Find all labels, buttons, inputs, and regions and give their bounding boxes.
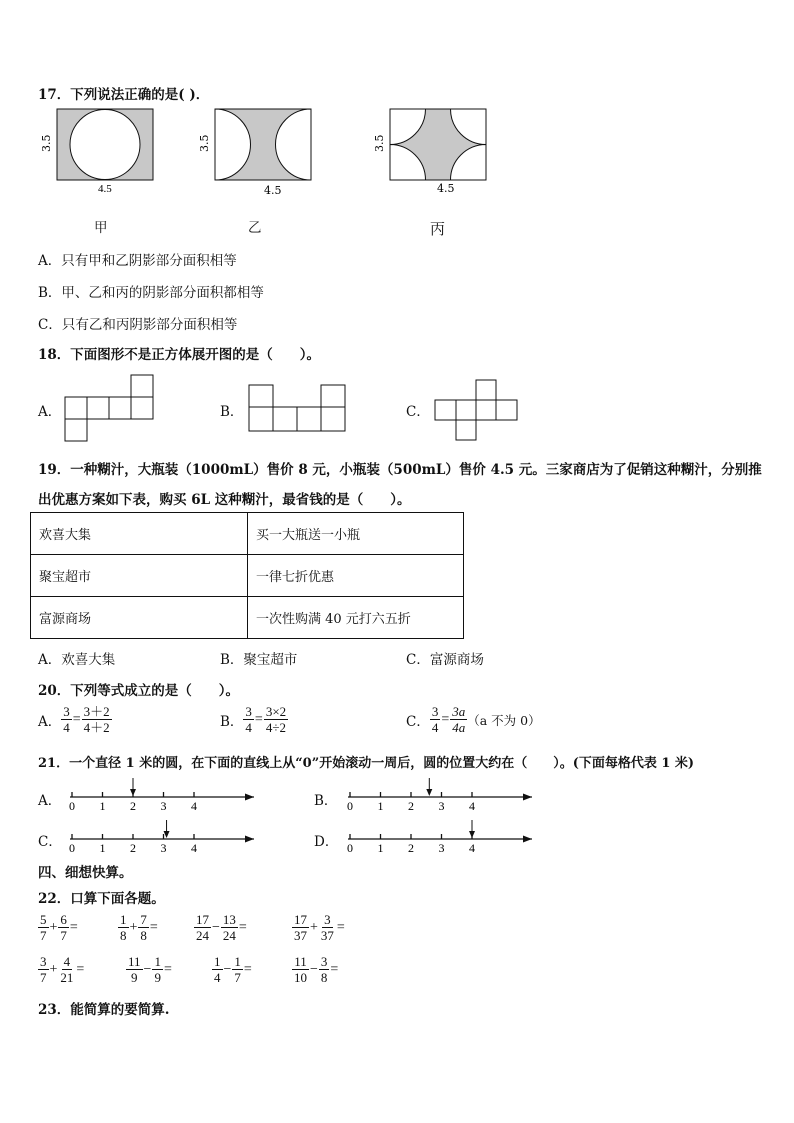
q17-name-yi: 乙 <box>248 220 262 236</box>
q22-problem-1: $\frac{5}{7}$ + $\frac{6}{7}$ = <box>40 912 78 943</box>
position-arrowhead-icon <box>426 789 432 796</box>
equals-sign: = <box>254 711 263 727</box>
q21-number-line-a <box>62 776 262 814</box>
q18-net-a <box>62 374 156 442</box>
q20-option-c[interactable] <box>406 704 541 735</box>
number-line-tick-label: 0 <box>347 841 353 855</box>
number-line-tick-label: 4 <box>469 799 475 813</box>
arrowhead-icon <box>245 794 254 801</box>
table-cell-offer: 一次性购满 40 元打六五折 <box>248 597 464 639</box>
fraction: $\frac{3+2}{4+2}$ <box>83 704 110 735</box>
q21-number-line-c <box>62 818 262 856</box>
q21-stem: 21．一个直径 1 米的圆，在下面的直线上从“0”开始滚动一周后，圆的位置大约在（ ）。(下面每格代表 1 米) <box>38 756 695 771</box>
arrowhead-icon <box>523 836 532 843</box>
q19-option-b[interactable]: B．聚宝超市 <box>220 652 298 668</box>
number-line-tick-label: 1 <box>377 799 384 813</box>
fraction: $\frac{3}{4}$ <box>63 704 70 735</box>
q17-option-a[interactable]: A．只有甲和乙阴影部分面积相等 <box>38 253 237 269</box>
q18-label-c[interactable]: C． <box>406 404 430 420</box>
q22-problem-5: $\frac{3}{7}$ + $\frac{4}{21}$ = <box>40 954 85 985</box>
number-line-tick-label: 0 <box>69 841 75 855</box>
q22-problem-6: $\frac{11}{9}$ − $\frac{1}{9}$ = <box>128 954 172 985</box>
q22-problem-7: $\frac{1}{4}$ − $\frac{1}{7}$ = <box>214 954 252 985</box>
position-arrowhead-icon <box>164 831 170 838</box>
q17-figure-yi <box>196 104 326 196</box>
q17-bing-side-label: 3.5 <box>373 134 386 152</box>
number-line-tick-label: 3 <box>438 799 445 813</box>
number-line-tick-label: 3 <box>160 799 167 813</box>
q22-problem-4: $\frac{17}{37}$ + $\frac{3}{37}$ = <box>294 912 345 943</box>
q17-jia-bottom-label: 4.5 <box>98 183 112 195</box>
q20-label-b: B． <box>220 713 244 730</box>
q17-stem: 17．下列说法正确的是( )． <box>38 87 210 103</box>
q19-option-c[interactable]: C．富源商场 <box>406 652 484 668</box>
q19-offer-table <box>30 512 464 639</box>
q22-problem-2: $\frac{1}{8}$ + $\frac{7}{8}$ = <box>120 912 158 943</box>
q20-c-note: （a 不为 0） <box>467 712 541 728</box>
table-cell-store: 聚宝超市 <box>31 555 248 597</box>
q19-option-a[interactable]: A．欢喜大集 <box>38 652 116 668</box>
arrowhead-icon <box>245 836 254 843</box>
q18-label-b[interactable]: B． <box>220 404 244 420</box>
q19-stem-line2: 出优惠方案如下表，购买 6L 这种糊汁，最省钱的是（ ）。 <box>38 492 411 508</box>
table-row <box>31 597 464 639</box>
number-line-tick-label: 2 <box>408 799 414 813</box>
table-cell-store: 富源商场 <box>31 597 248 639</box>
number-line-tick-label: 1 <box>377 841 384 855</box>
number-line-tick-label: 3 <box>160 841 167 855</box>
equals-sign: = <box>441 711 450 727</box>
q21-number-line-d <box>340 818 540 856</box>
q17-bing-bottom-label: 4.5 <box>437 182 455 195</box>
q17-option-c[interactable]: C．只有乙和丙阴影部分面积相等 <box>38 317 238 333</box>
q17-figure-jia <box>38 104 168 196</box>
q22-stem: 22．口算下面各题。 <box>38 891 165 907</box>
q21-label-c[interactable]: C． <box>38 834 62 850</box>
q18-label-a[interactable]: A． <box>38 404 62 420</box>
number-line-tick-label: 3 <box>438 841 445 855</box>
q20-option-a[interactable] <box>38 704 112 735</box>
table-cell-offer: 买一大瓶送一小瓶 <box>248 513 464 555</box>
q18-stem: 18．下面图形不是正方体展开图的是（ ）。 <box>38 347 321 363</box>
number-line-tick-label: 4 <box>469 841 475 855</box>
table-cell-offer: 一律七折优惠 <box>248 555 464 597</box>
q20-stem: 20．下列等式成立的是（ ）。 <box>38 683 240 699</box>
q22-problem-3: $\frac{17}{24}$ − $\frac{13}{24}$ = <box>196 912 247 943</box>
q21-number-line-b <box>340 776 540 814</box>
position-arrowhead-icon <box>469 831 475 838</box>
q17-yi-side-label: 3.5 <box>198 134 211 152</box>
q17-jia-side-label: 3.5 <box>40 134 53 152</box>
q22-problem-8: $\frac{11}{10}$ − $\frac{3}{8}$ = <box>294 954 339 985</box>
q21-label-a[interactable]: A． <box>38 793 62 809</box>
section-four-heading: 四、细想快算。 <box>38 865 133 881</box>
q17-yi-bottom-label: 4.5 <box>264 184 282 196</box>
fraction: $\frac{3}{4}$ <box>245 704 252 735</box>
fraction: $\frac{3\times 2}{4\div 2}$ <box>265 704 287 735</box>
number-line-tick-label: 2 <box>130 841 136 855</box>
equals-sign: = <box>72 711 81 727</box>
q19-stem-line1: 19．一种糊汁，大瓶装（1000mL）售价 8 元，小瓶装（500mL）售价 4.5 元。三家商店为了促销这种糊汁，分别推 <box>38 462 762 478</box>
q20-label-a: A． <box>38 713 62 730</box>
q18-net-c <box>432 378 520 442</box>
q17-option-b[interactable]: B．甲、乙和丙的阴影部分面积都相等 <box>38 285 264 301</box>
number-line-tick-label: 1 <box>99 799 106 813</box>
q17-name-bing: 丙 <box>430 220 446 238</box>
q17-figure-bing <box>371 104 501 196</box>
table-row <box>31 513 464 555</box>
fraction: $\frac{3a}{4a}$ <box>452 704 466 735</box>
number-line-tick-label: 4 <box>191 799 197 813</box>
arrowhead-icon <box>523 794 532 801</box>
q23-stem: 23．能简算的要简算. <box>38 1002 170 1018</box>
number-line-tick-label: 4 <box>191 841 197 855</box>
q18-net-b <box>246 382 350 434</box>
table-cell-store: 欢喜大集 <box>31 513 248 555</box>
number-line-tick-label: 2 <box>408 841 414 855</box>
q20-option-b[interactable] <box>220 704 288 735</box>
number-line-tick-label: 0 <box>347 799 353 813</box>
number-line-tick-label: 2 <box>130 799 136 813</box>
q21-label-b[interactable]: B． <box>314 793 338 809</box>
q20-label-c: C． <box>406 713 430 730</box>
table-row <box>31 555 464 597</box>
position-arrowhead-icon <box>130 789 136 796</box>
q17-name-jia: 甲 <box>94 220 108 236</box>
number-line-tick-label: 1 <box>99 841 106 855</box>
q21-label-d[interactable]: D． <box>314 834 339 850</box>
number-line-tick-label: 0 <box>69 799 75 813</box>
fraction: $\frac{3}{4}$ <box>431 704 439 735</box>
